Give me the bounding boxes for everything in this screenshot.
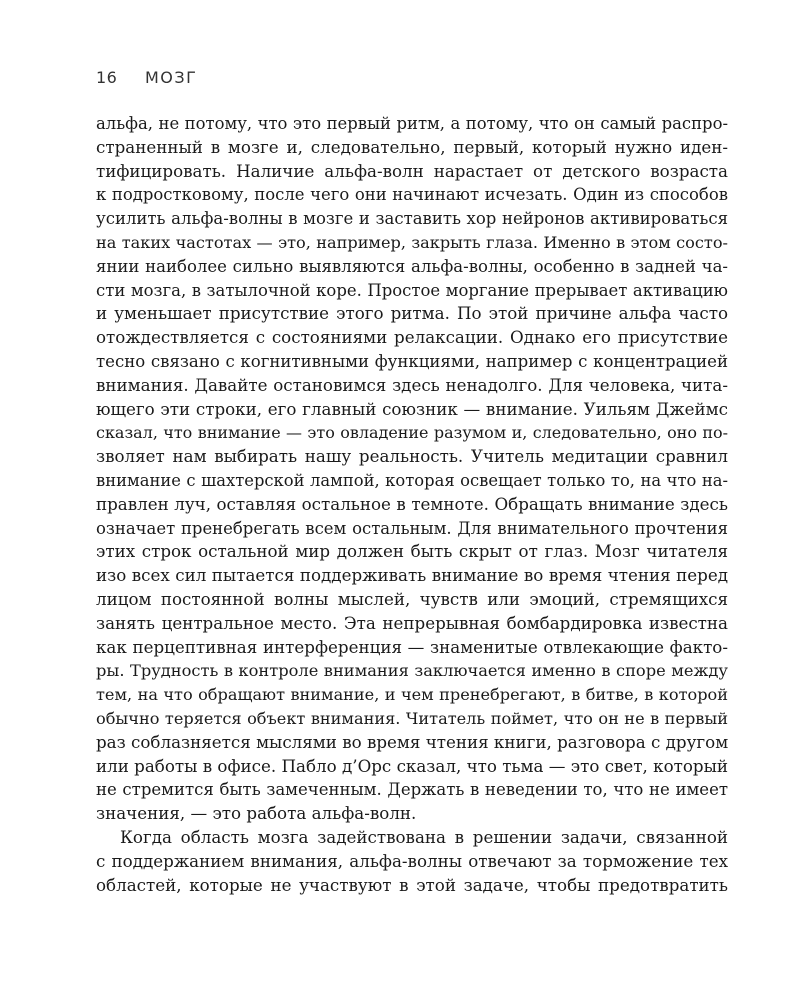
text-line: и уменьшает присутствие этого ритма. По этой причине альфа часто	[96, 303, 728, 324]
text-line: лицом постоянной волны мыслей, чувств или эмоций, стремящихся	[96, 588, 728, 609]
text-line: отождествляется с состояниями релаксации. Однако его присутствие	[96, 327, 728, 348]
body-text	[96, 112, 728, 897]
text-line: правлен луч, оставляя остальное в темноте. Обращать внимание здесь	[96, 493, 728, 514]
text-line: внимания. Давайте остановимся здесь ненадолго. Для человека, чита-	[96, 374, 728, 395]
text-line: не стремится быть замеченным. Держать в неведении то, что не имеет	[96, 780, 728, 800]
text-line: как перцептивная интерференция — знаменитые отвлекающие факто-	[96, 636, 728, 657]
text-line: с поддержанием внимания, альфа-волны отвечают за торможение тех	[96, 850, 728, 871]
text-line: усилить альфа-волны в мозге и заставить хор нейронов активироваться	[96, 209, 728, 229]
text-line: на таких частотах — это, например, закрыть глаза. Именно в этом состо-	[96, 232, 728, 252]
text-line: тем, на что обращают внимание, и чем пренебрегают, в битве, в которой	[96, 685, 728, 705]
text-line: означает пренебрегать всем остальным. Для внимательного прочтения	[96, 518, 728, 538]
text-line: тесно связано с когнитивными функциями, например с концентрацией	[96, 351, 728, 371]
text-line: обычно теряется объект внимания. Читатель поймет, что он не в первый	[96, 708, 728, 728]
text-line: ры. Трудность в контроле внимания заключается именно в споре между	[96, 661, 728, 681]
text-line: Когда область мозга задействована в решении задачи, связанной	[120, 826, 728, 847]
text-line: раз соблазняется мыслями во время чтения книги, разговора с другом	[96, 731, 729, 752]
text-line: янии наиболее сильно выявляются альфа-волны, особенно в задней ча-	[96, 256, 728, 276]
text-line: тифицировать. Наличие альфа-волн нарастает от детского возраста	[96, 160, 728, 181]
text-line: зволяет нам выбирать нашу реальность. Учитель медитации сравнил	[96, 446, 728, 467]
text-line: изо всех сил пытается поддерживать внимание во время чтения перед	[96, 565, 728, 586]
page-number: 16	[96, 68, 118, 87]
text-line: сти мозга, в затылочной коре. Простое моргание прерывает активацию	[96, 280, 728, 300]
running-header	[96, 68, 197, 87]
text-line: ющего эти строки, его главный союзник — внимание. Уильям Джеймс	[96, 398, 728, 419]
text-line: страненный в мозге и, следовательно, первый, который нужно иден-	[96, 136, 728, 157]
text-line: занять центральное место. Эта непрерывная бомбардировка известна	[96, 612, 728, 633]
text-line: сказал, что внимание — это овладение разумом и, следовательно, оно по-	[96, 423, 728, 443]
text-line: альфа, не потому, что это первый ритм, а потому, что он самый распро-	[96, 114, 728, 133]
section-title: МОЗГ	[144, 68, 198, 87]
text-line: внимание с шахтерской лампой, которая освещает только то, на что на-	[96, 470, 728, 490]
text-line: областей, которые не участвуют в этой задаче, чтобы предотвратить	[96, 874, 728, 895]
text-line: значения, — это работа альфа-волн.	[96, 803, 417, 824]
text-line: или работы в офисе. Пабло д’Орс сказал, что тьма — это свет, который	[96, 755, 728, 776]
text-line: к подростковому, после чего они начинают исчезать. Один из способов	[96, 185, 728, 205]
text-line: этих строк остальной мир должен быть скрыт от глаз. Мозг читателя	[96, 541, 728, 562]
